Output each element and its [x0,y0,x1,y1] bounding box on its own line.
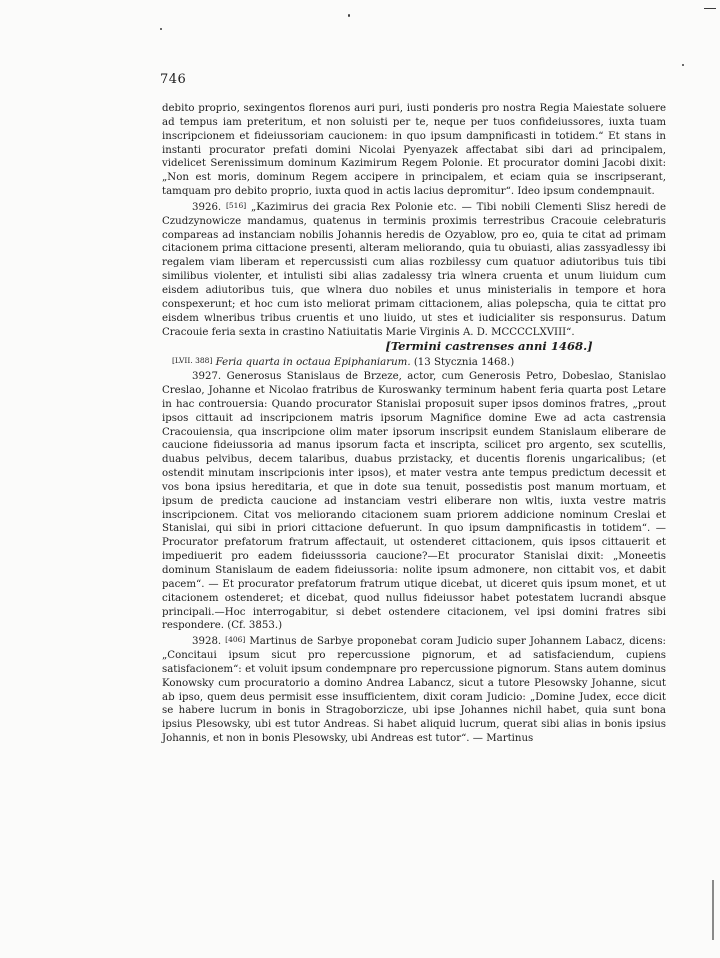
entry-number: 3927. [192,371,222,383]
scan-speck [704,8,716,9]
entry-text: „Kazimirus dei gracia Rex Polonie etc. — Tibi nobili Clementi Slisz heredi de Czudzynowicze mandamus, quatenus in terminis proximis terrestribus Cracouie celebraturis compareas ad instanciam nobilis Johannis heredis de Ozyablow, pro eo, quia te citat ad primam citacionem prima cittacione presenti, alteram meliorando, quia tu obuiasti, alias zassyadlessy ibi regalem viam liberam et repercussisti cum alias rozbilessy cum quatuor adiutoribus tuis tibi similibus violenter, et intulisti sibi alias zadalessy tria wlnera cruenta et unum liuidum cum eisdem adiutoribus tuis, que wlnera duo nobiles et unus ministerialis in tempore et hora conspexerunt; et hoc cum isto meliorat primam cittacionem, alias polepscha, quia te cittat pro eisdem wlneribus tribus cruentis et uno liuido, ut stes et iudicialiter sis responsurus. Datum Cracouie feria sexta in crastino Natiuitatis Marie Virginis A. D. MCCCCLXVIII“. [162,201,666,338]
scan-speck [348,14,350,17]
source-reference: [LVII. 388] [172,356,213,366]
source-reference: [406] [225,635,246,645]
section-heading: [Termini castrenses anni 1468.] [385,339,593,354]
scan-speck [160,28,162,30]
body-text [162,102,666,746]
date-line [162,354,666,370]
continuation-paragraph [162,102,666,199]
entry-3928 [162,633,666,746]
source-reference: [516] [225,200,247,210]
scan-speck [682,64,684,66]
entry-3927 [162,370,666,633]
calendar-date: (13 Stycznia 1468.) [413,357,515,369]
entry-number: 3926. [192,201,222,213]
scan-speck [712,880,714,940]
paragraph-text: debito proprio, sexingentos florenos auri puri, iusti ponderis pro nostra Regia Maiestate soluere ad tempus iam preteritum, et non soluisti per te, neque per tuos confideiussores, iuxta tuam inscripcionem et fideiussoriam caucionem: in quo ipsum dampnificasti in totidem.“ Et stans in instanti procurator prefati domini Nicolai Pyenyazek affectabat sibi dari ad principalem, videlicet Serenissimum dominum Kazimirum Regem Polonie. Et procurator domini Jacobi dixit: „Non est moris, dominum Regem accipere in principalem, et eciam quia se inscripserant, tamquam pro debito proprio, iuxta quod in actis lacius depromitur“. Ideo ipsum condempnauit. [162,103,666,198]
entry-text: Generosus Stanislaus de Brzeze, actor, cum Generosis Petro, Dobeslao, Stanislao Creslao, Johanne et Nicolao fratribus de Kuroswanky terminum habent feria quarta post Letare in hac controuersia: Quando procurator Stanislai proposuit super ipsos dominos fratres, „prout ipsos cittauit ad inscripcionem matris ipsorum Magnifice domine Ewe ad acta castrensia Cracouiensia, qua inscripcione olim mater ipsorum inscripsit eundem Stanislaum eliberare de caucione fideiussoria ad manus ipsorum facta et inscripta, scilicet pro argento, sex scutellis, duabus pelvibus, decem talaribus, duabus przistacky, et ducentis florenis ungaricalibus; (et ostendit minutam inscripcionis inter ipsos), et mater vestra ante tempus predictum decessit et vos bona ipsius hereditaria, et que in dote sua tenuit, possedistis post manum mortuam, et ipsum de predicta caucione ad instanciam vestri eliberare non wltis, iuxta vestre matris inscripcionem. Citat vos meliorando citacionem suam priorem addicione nominum Creslai et Stanislai, qui sibi in priori cittacione defuerunt. In quo ipsum dampnificastis in totidem“. — Procurator prefatorum fratrum affectauit, ut ostenderet cittacionem, quis ipsos cittauerit et impediuerit pro eadem fideiusssoria caucione?—Et procurator Stanislai dixit: „Moneetis dominum Stanislaum de eadem fideiussoria: nolite ipsum admonere, non cittabit vos, et dabit pacem“. — Et procurator prefatorum fratrum utique dicebat, ut diceret quis ipsum monet, et ut citacionem ostenderet; et dicebat, quod nullus fideiussor habet potestatem lucrandi absque principali.—Hoc interrogabitur, si debet ostendere citacionem, vel ipsi domini fratres sibi respondere. (Cf. 3853.) [162,371,666,632]
feast-day: Feria quarta in octaua Epiphaniarum. [215,357,411,369]
entry-number: 3928. [192,636,222,648]
entry-text: Martinus de Sarbye proponebat coram Judicio super Johannem Labacz, dicens: „Concitaui ipsum sicut pro repercussione pignorum, et ad satisfaciendum, cupiens satisfacionem“: et voluit ipsum condempnare pro repercussione pignorum. Stans autem dominus Konowsky cum procuratorio a domino Andrea Labancz, sicut a tutore Plesowsky Johanne, sicut ab ipso, quem deus permisit esse insufficientem, dixit coram Judicio: „Domine Judex, ecce dicit se habere lucrum in bonis in Stragoborzicze, ubi ipse Johannes nichil habet, quia sunt bona ipsius Plesowsky, ubi est tutor Andreas. Si habet aliquid lucrum, querat sibi alias in bonis ipsius Johannis, et non in bonis Plesowsky, ubi Andreas est tutor“. — Martinus [162,636,666,745]
entry-3926 [162,199,666,339]
page-number: 746 [160,72,187,87]
